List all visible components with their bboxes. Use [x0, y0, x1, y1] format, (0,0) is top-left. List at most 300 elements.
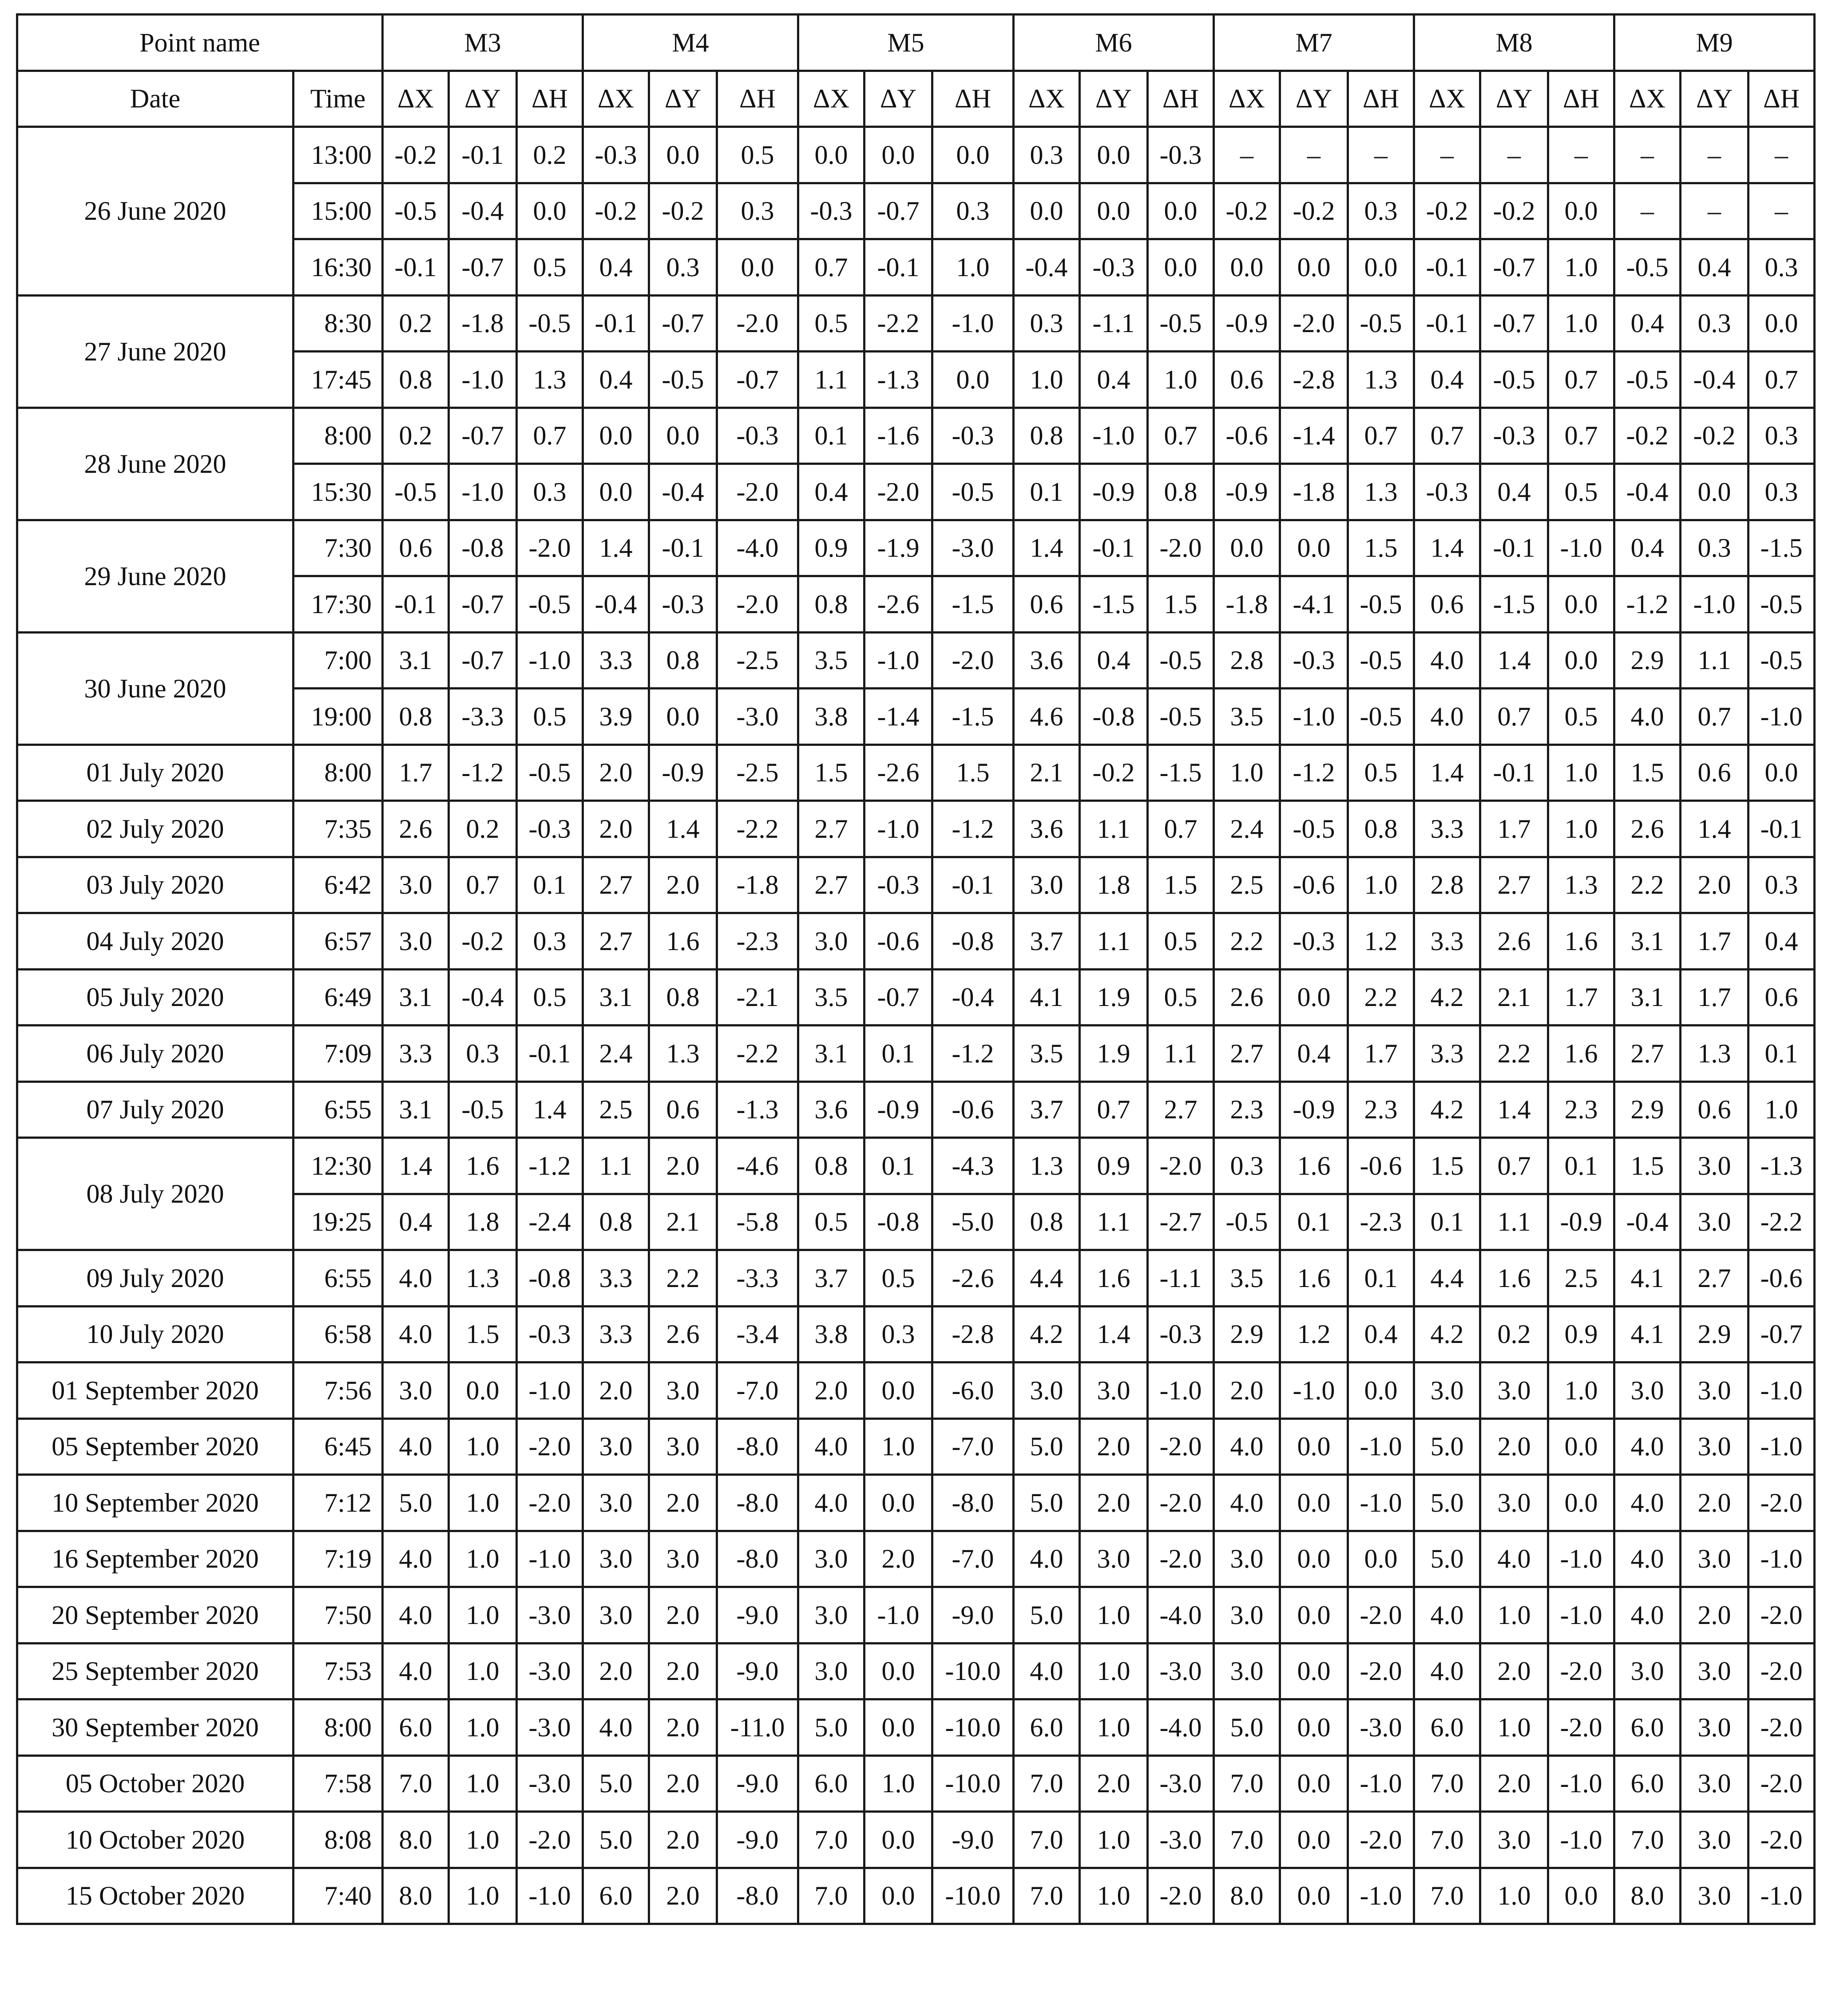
date-cell: 27 June 2020 — [17, 295, 293, 408]
value-cell: 2.0 — [1080, 1755, 1148, 1812]
value-cell: -0.2 — [1614, 408, 1681, 464]
value-cell: 3.5 — [1014, 1026, 1080, 1082]
value-cell: 0.4 — [1681, 239, 1749, 296]
value-cell: -0.3 — [1280, 632, 1348, 689]
value-cell: 2.0 — [649, 857, 717, 913]
value-cell: 3.0 — [1480, 1362, 1548, 1419]
value-cell: – — [1414, 127, 1480, 183]
value-cell: 2.6 — [1614, 801, 1681, 857]
value-cell: -9.0 — [932, 1812, 1014, 1868]
value-cell: -0.1 — [383, 576, 449, 633]
time-cell: 19:25 — [293, 1194, 383, 1250]
value-cell: -0.5 — [1614, 352, 1681, 408]
table-row — [17, 1418, 1815, 1475]
value-cell: -2.5 — [717, 632, 798, 689]
value-cell: 0.3 — [649, 239, 717, 296]
value-cell: 0.5 — [864, 1250, 932, 1307]
value-cell: 1.0 — [449, 1418, 517, 1475]
value-cell: 2.0 — [1681, 1587, 1749, 1644]
value-cell: 2.3 — [1348, 1081, 1414, 1138]
value-cell: -2.0 — [517, 1812, 583, 1868]
value-cell: 3.3 — [583, 632, 649, 689]
value-cell: 0.0 — [864, 1812, 932, 1868]
value-cell: -0.3 — [649, 576, 717, 633]
value-cell: -0.6 — [1348, 1138, 1414, 1194]
value-cell: 3.0 — [1080, 1531, 1148, 1587]
value-cell: 1.1 — [798, 352, 864, 408]
value-cell: 5.0 — [1014, 1587, 1080, 1644]
value-cell: 1.4 — [1080, 1306, 1148, 1362]
value-cell: 1.1 — [1080, 801, 1148, 857]
value-cell: 0.0 — [1681, 464, 1749, 520]
value-cell: 1.9 — [1080, 969, 1148, 1026]
value-cell: 0.3 — [1014, 127, 1080, 183]
table-row — [17, 969, 1815, 1026]
value-cell: 1.5 — [1614, 745, 1681, 801]
value-cell: 3.0 — [1014, 1362, 1080, 1419]
component-header: ΔX — [1414, 71, 1480, 127]
value-cell: 0.2 — [449, 801, 517, 857]
value-cell: -0.1 — [1749, 801, 1815, 857]
value-cell: 1.7 — [1681, 969, 1749, 1026]
value-cell: -0.1 — [1080, 520, 1148, 576]
value-cell: 0.0 — [1280, 1699, 1348, 1756]
value-cell: 2.0 — [1681, 857, 1749, 913]
value-cell: 2.4 — [583, 1026, 649, 1082]
value-cell: 5.0 — [583, 1812, 649, 1868]
value-cell: 3.5 — [1214, 689, 1280, 745]
table-row — [17, 632, 1815, 689]
value-cell: 0.6 — [1681, 1081, 1749, 1138]
component-header: ΔH — [517, 71, 583, 127]
value-cell: -0.8 — [449, 520, 517, 576]
point-name-header: Point name — [17, 15, 383, 71]
value-cell: 3.3 — [1414, 1026, 1480, 1082]
value-cell: 7.0 — [383, 1755, 449, 1812]
value-cell: 0.4 — [1480, 464, 1548, 520]
value-cell: -2.3 — [717, 913, 798, 970]
value-cell: 0.1 — [1749, 1026, 1815, 1082]
value-cell: 0.7 — [798, 239, 864, 296]
value-cell: 1.1 — [1480, 1194, 1548, 1250]
date-cell: 30 September 2020 — [17, 1699, 293, 1756]
value-cell: – — [1681, 127, 1749, 183]
value-cell: -2.0 — [1749, 1587, 1815, 1644]
table-row — [17, 1026, 1815, 1082]
value-cell: 3.1 — [383, 969, 449, 1026]
date-cell: 26 June 2020 — [17, 127, 293, 296]
value-cell: 0.5 — [517, 689, 583, 745]
date-cell: 06 July 2020 — [17, 1026, 293, 1082]
time-cell: 8:00 — [293, 1699, 383, 1756]
value-cell: -0.2 — [1280, 183, 1348, 239]
value-cell: 0.0 — [1014, 183, 1080, 239]
component-header: ΔX — [1614, 71, 1681, 127]
value-cell: -1.5 — [1148, 745, 1214, 801]
table-row — [17, 1250, 1815, 1307]
value-cell: 3.5 — [1214, 1250, 1280, 1307]
value-cell: -9.0 — [932, 1587, 1014, 1644]
value-cell: 0.0 — [1348, 1531, 1414, 1587]
value-cell: -0.5 — [649, 352, 717, 408]
value-cell: 2.0 — [1480, 1643, 1548, 1699]
value-cell: -1.0 — [1548, 1531, 1614, 1587]
time-cell: 8:30 — [293, 295, 383, 352]
value-cell: 1.6 — [449, 1138, 517, 1194]
value-cell: 4.0 — [583, 1699, 649, 1756]
value-cell: -2.0 — [1749, 1475, 1815, 1531]
value-cell: 1.3 — [517, 352, 583, 408]
value-cell: 3.0 — [1214, 1531, 1280, 1587]
value-cell: -1.3 — [864, 352, 932, 408]
value-cell: -2.0 — [1280, 295, 1348, 352]
value-cell: -2.0 — [1548, 1643, 1614, 1699]
value-cell: 6.0 — [583, 1868, 649, 1924]
value-cell: 2.0 — [1080, 1418, 1148, 1475]
value-cell: 3.8 — [798, 689, 864, 745]
value-cell: -0.5 — [383, 183, 449, 239]
value-cell: -1.2 — [932, 1026, 1014, 1082]
component-header: ΔH — [717, 71, 798, 127]
value-cell: -0.5 — [1348, 689, 1414, 745]
value-cell: -0.5 — [517, 745, 583, 801]
value-cell: -0.5 — [1148, 295, 1214, 352]
value-cell: -1.2 — [1614, 576, 1681, 633]
value-cell: -0.7 — [864, 969, 932, 1026]
value-cell: -0.4 — [1681, 352, 1749, 408]
date-cell: 10 October 2020 — [17, 1812, 293, 1868]
header-row-points — [17, 15, 1815, 71]
value-cell: -2.0 — [1148, 1868, 1214, 1924]
date-cell: 01 September 2020 — [17, 1362, 293, 1419]
value-cell: -0.7 — [449, 632, 517, 689]
value-cell: 0.0 — [1280, 1812, 1348, 1868]
value-cell: 2.0 — [583, 1643, 649, 1699]
value-cell: -3.3 — [717, 1250, 798, 1307]
component-header: ΔH — [1749, 71, 1815, 127]
value-cell: 2.7 — [798, 801, 864, 857]
time-cell: 15:00 — [293, 183, 383, 239]
date-cell: 29 June 2020 — [17, 520, 293, 632]
value-cell: 1.4 — [1014, 520, 1080, 576]
value-cell: -0.3 — [583, 127, 649, 183]
value-cell: 2.1 — [1480, 969, 1548, 1026]
value-cell: 1.7 — [1348, 1026, 1414, 1082]
time-cell: 17:30 — [293, 576, 383, 633]
value-cell: -0.6 — [932, 1081, 1014, 1138]
time-cell: 7:50 — [293, 1587, 383, 1644]
value-cell: 0.6 — [1749, 969, 1815, 1026]
value-cell: 0.0 — [1548, 183, 1614, 239]
value-cell: 3.6 — [798, 1081, 864, 1138]
time-cell: 7:00 — [293, 632, 383, 689]
value-cell: 1.0 — [449, 1587, 517, 1644]
value-cell: 0.5 — [1148, 913, 1214, 970]
value-cell: 2.1 — [1014, 745, 1080, 801]
table-row — [17, 1081, 1815, 1138]
value-cell: 0.5 — [717, 127, 798, 183]
value-cell: 0.0 — [717, 239, 798, 296]
value-cell: 1.6 — [1080, 1250, 1148, 1307]
value-cell: -1.0 — [1548, 1587, 1614, 1644]
value-cell: – — [1280, 127, 1348, 183]
value-cell: -0.4 — [649, 464, 717, 520]
value-cell: 4.0 — [1014, 1531, 1080, 1587]
value-cell: -1.9 — [864, 520, 932, 576]
value-cell: 0.7 — [1148, 801, 1214, 857]
value-cell: 6.0 — [1414, 1699, 1480, 1756]
value-cell: -2.0 — [1148, 1531, 1214, 1587]
value-cell: 2.0 — [583, 801, 649, 857]
value-cell: -0.4 — [932, 969, 1014, 1026]
value-cell: -1.0 — [1749, 1418, 1815, 1475]
value-cell: 1.0 — [1080, 1699, 1148, 1756]
value-cell: 0.8 — [383, 689, 449, 745]
value-cell: -0.3 — [798, 183, 864, 239]
value-cell: 2.0 — [649, 1812, 717, 1868]
value-cell: -10.0 — [932, 1755, 1014, 1812]
table-row — [17, 1812, 1815, 1868]
value-cell: -10.0 — [932, 1868, 1014, 1924]
value-cell: -0.1 — [1480, 745, 1548, 801]
value-cell: -2.0 — [517, 1475, 583, 1531]
component-header: ΔY — [864, 71, 932, 127]
value-cell: 0.3 — [449, 1026, 517, 1082]
value-cell: 1.0 — [1548, 1362, 1614, 1419]
value-cell: 0.0 — [1280, 1531, 1348, 1587]
value-cell: 1.4 — [1681, 801, 1749, 857]
value-cell: -11.0 — [717, 1699, 798, 1756]
value-cell: 0.8 — [649, 969, 717, 1026]
value-cell: 3.1 — [583, 969, 649, 1026]
value-cell: -0.1 — [449, 127, 517, 183]
value-cell: 0.0 — [517, 183, 583, 239]
value-cell: 4.0 — [383, 1418, 449, 1475]
value-cell: 1.7 — [1681, 913, 1749, 970]
value-cell: 0.0 — [1548, 1475, 1614, 1531]
value-cell: -0.5 — [1348, 295, 1414, 352]
table-row — [17, 1362, 1815, 1419]
value-cell: 0.0 — [1280, 969, 1348, 1026]
table-row — [17, 1643, 1815, 1699]
value-cell: -0.5 — [1749, 632, 1815, 689]
value-cell: 4.1 — [1614, 1306, 1681, 1362]
value-cell: -0.2 — [1681, 408, 1749, 464]
date-cell: 28 June 2020 — [17, 408, 293, 520]
value-cell: -2.0 — [1348, 1812, 1414, 1868]
value-cell: 5.0 — [583, 1755, 649, 1812]
value-cell: 3.0 — [583, 1531, 649, 1587]
value-cell: 3.0 — [798, 1643, 864, 1699]
value-cell: -6.0 — [932, 1362, 1014, 1419]
time-cell: 13:00 — [293, 127, 383, 183]
value-cell: 1.4 — [517, 1081, 583, 1138]
value-cell: 3.0 — [583, 1475, 649, 1531]
table-row — [17, 745, 1815, 801]
value-cell: -1.5 — [932, 689, 1014, 745]
value-cell: 0.9 — [1548, 1306, 1614, 1362]
value-cell: -2.0 — [1749, 1755, 1815, 1812]
value-cell: – — [1614, 127, 1681, 183]
value-cell: -2.4 — [517, 1194, 583, 1250]
value-cell: -3.0 — [517, 1643, 583, 1699]
value-cell: 2.2 — [649, 1250, 717, 1307]
value-cell: 3.0 — [1681, 1755, 1749, 1812]
value-cell: -1.0 — [864, 1587, 932, 1644]
value-cell: -2.2 — [717, 801, 798, 857]
value-cell: 7.0 — [1014, 1868, 1080, 1924]
value-cell: -1.0 — [1348, 1868, 1414, 1924]
value-cell: -4.6 — [717, 1138, 798, 1194]
value-cell: -3.0 — [717, 689, 798, 745]
value-cell: 0.7 — [1681, 689, 1749, 745]
value-cell: 5.0 — [1414, 1418, 1480, 1475]
value-cell: -1.3 — [717, 1081, 798, 1138]
value-cell: 8.0 — [1614, 1868, 1681, 1924]
displacement-table — [16, 13, 1816, 1925]
component-header: ΔH — [1548, 71, 1614, 127]
table-row — [17, 801, 1815, 857]
value-cell: 0.8 — [649, 632, 717, 689]
value-cell: -2.8 — [1280, 352, 1348, 408]
value-cell: -1.0 — [449, 352, 517, 408]
value-cell: 1.5 — [1614, 1138, 1681, 1194]
value-cell: 6.0 — [1614, 1699, 1681, 1756]
value-cell: 0.0 — [1214, 520, 1280, 576]
component-header: ΔH — [1148, 71, 1214, 127]
value-cell: 0.5 — [1548, 464, 1614, 520]
value-cell: 0.5 — [517, 239, 583, 296]
value-cell: 1.0 — [1348, 857, 1414, 913]
value-cell: -0.4 — [1014, 239, 1080, 296]
value-cell: 3.1 — [798, 1026, 864, 1082]
value-cell: -3.0 — [1148, 1812, 1214, 1868]
value-cell: -0.1 — [932, 857, 1014, 913]
value-cell: 1.5 — [932, 745, 1014, 801]
value-cell: -2.0 — [1749, 1699, 1815, 1756]
value-cell: 1.0 — [1080, 1812, 1148, 1868]
value-cell: -4.1 — [1280, 576, 1348, 633]
value-cell: 2.5 — [1214, 857, 1280, 913]
value-cell: -0.5 — [517, 576, 583, 633]
value-cell: -0.9 — [1214, 464, 1280, 520]
value-cell: -0.1 — [1414, 295, 1480, 352]
value-cell: -0.5 — [1348, 576, 1414, 633]
value-cell: 4.0 — [383, 1587, 449, 1644]
value-cell: -1.2 — [449, 745, 517, 801]
time-cell: 7:58 — [293, 1755, 383, 1812]
time-cell: 16:30 — [293, 239, 383, 296]
value-cell: -2.0 — [717, 464, 798, 520]
value-cell: 2.8 — [1214, 632, 1280, 689]
value-cell: 4.6 — [1014, 689, 1080, 745]
time-cell: 8:00 — [293, 408, 383, 464]
value-cell: 0.5 — [517, 969, 583, 1026]
value-cell: 5.0 — [798, 1699, 864, 1756]
value-cell: -3.0 — [517, 1587, 583, 1644]
value-cell: -1.0 — [1148, 1362, 1214, 1419]
value-cell: 0.0 — [864, 1699, 932, 1756]
value-cell: – — [1548, 127, 1614, 183]
value-cell: 1.4 — [1414, 520, 1480, 576]
value-cell: 4.0 — [1414, 689, 1480, 745]
value-cell: 3.0 — [1681, 1138, 1749, 1194]
time-cell: 19:00 — [293, 689, 383, 745]
value-cell: -2.5 — [717, 745, 798, 801]
value-cell: 2.6 — [383, 801, 449, 857]
value-cell: -0.7 — [449, 239, 517, 296]
value-cell: 2.0 — [649, 1643, 717, 1699]
value-cell: -0.3 — [1080, 239, 1148, 296]
value-cell: -0.7 — [449, 576, 517, 633]
value-cell: 3.1 — [383, 632, 449, 689]
value-cell: 0.6 — [1014, 576, 1080, 633]
value-cell: 0.4 — [1414, 352, 1480, 408]
value-cell: 0.0 — [1280, 1643, 1348, 1699]
value-cell: -0.2 — [449, 913, 517, 970]
value-cell: 0.8 — [1014, 408, 1080, 464]
value-cell: -0.5 — [1749, 576, 1815, 633]
value-cell: -0.3 — [1480, 408, 1548, 464]
value-cell: -0.6 — [1214, 408, 1280, 464]
value-cell: 0.0 — [1080, 183, 1148, 239]
time-header: Time — [293, 71, 383, 127]
value-cell: 4.2 — [1414, 1081, 1480, 1138]
component-header: ΔY — [1080, 71, 1148, 127]
value-cell: 7.0 — [1214, 1812, 1280, 1868]
value-cell: 2.0 — [1480, 1418, 1548, 1475]
value-cell: 2.0 — [1480, 1755, 1548, 1812]
value-cell: 4.4 — [1414, 1250, 1480, 1307]
value-cell: 4.0 — [1480, 1531, 1548, 1587]
value-cell: -2.2 — [717, 1026, 798, 1082]
value-cell: -3.0 — [517, 1755, 583, 1812]
value-cell: 0.8 — [583, 1194, 649, 1250]
value-cell: 3.0 — [649, 1418, 717, 1475]
value-cell: 2.6 — [649, 1306, 717, 1362]
value-cell: -0.3 — [1148, 1306, 1214, 1362]
time-cell: 7:40 — [293, 1868, 383, 1924]
date-cell: 03 July 2020 — [17, 857, 293, 913]
value-cell: 2.0 — [1080, 1475, 1148, 1531]
point-header: M6 — [1014, 15, 1214, 71]
value-cell: 0.8 — [798, 576, 864, 633]
value-cell: 0.4 — [1280, 1026, 1348, 1082]
value-cell: 0.0 — [1148, 183, 1214, 239]
value-cell: 2.3 — [1214, 1081, 1280, 1138]
value-cell: 1.3 — [1681, 1026, 1749, 1082]
value-cell: -0.5 — [1480, 352, 1548, 408]
value-cell: -2.6 — [864, 576, 932, 633]
value-cell: 0.0 — [864, 1643, 932, 1699]
value-cell: -0.5 — [517, 295, 583, 352]
value-cell: 4.1 — [1014, 969, 1080, 1026]
value-cell: 2.8 — [1414, 857, 1480, 913]
value-cell: 2.0 — [864, 1531, 932, 1587]
value-cell: 1.3 — [1014, 1138, 1080, 1194]
value-cell: 0.0 — [932, 127, 1014, 183]
time-cell: 7:12 — [293, 1475, 383, 1531]
value-cell: 0.0 — [649, 408, 717, 464]
value-cell: -2.0 — [1348, 1643, 1414, 1699]
table-row — [17, 1868, 1815, 1924]
value-cell: 2.9 — [1614, 632, 1681, 689]
value-cell: -0.4 — [1614, 464, 1681, 520]
value-cell: -0.8 — [1080, 689, 1148, 745]
value-cell: -2.3 — [1348, 1194, 1414, 1250]
value-cell: 0.0 — [1280, 1475, 1348, 1531]
date-header: Date — [17, 71, 293, 127]
